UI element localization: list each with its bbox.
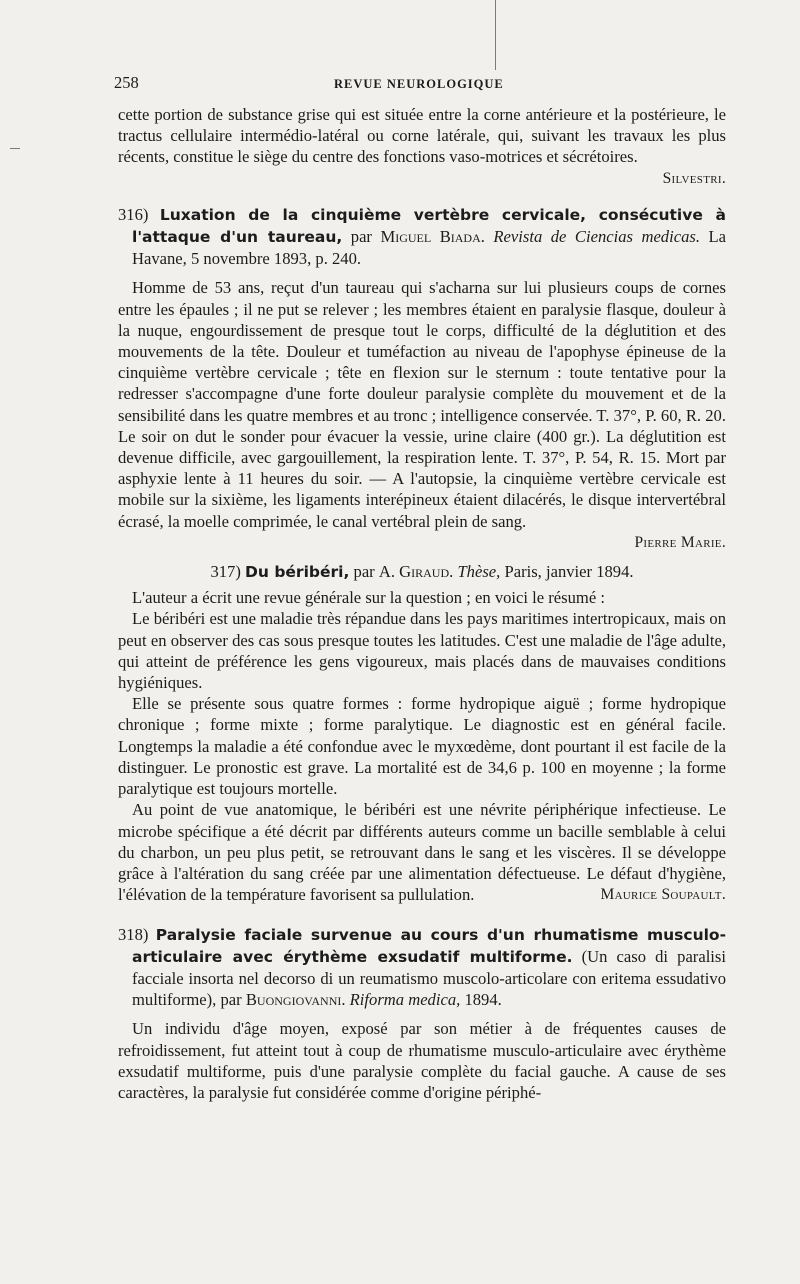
abstract-paragraph: Le béribéri est une maladie très répandue dans les pays maritimes intertropicaux, mais on peut en observer des cas sous presque toutes les latitudes. C'est une maladie de l'âge adulte, qui atteint de préférence les gens vigoureux, mais placés dans de mauvaises conditions hygiéniques. [118, 609, 726, 693]
abstract-number: 317) [210, 562, 241, 582]
abstract-place: 1894. [464, 990, 502, 1010]
abstract-paragraph: Au point de vue anatomique, le béribéri est une névrite périphérique infectieuse. Le microbe spécifique a été décrit par différents auteurs comme un bacille semblable à celui du charbon, un peu plus petit, se retrouvant dans le sang et les viscères. Il se développe grâce à l'altération du sang créée par une alimentation défectueuse. Le défaut d'hygiène, l'élévation de la température favorisent sa pullulation. [118, 800, 726, 905]
abstract-place: Paris, janvier 1894. [504, 562, 634, 582]
abstract-number: 316) [118, 204, 149, 224]
abstract-paragraph: L'auteur a écrit une revue générale sur la question ; en voici le résumé : [132, 588, 605, 608]
page-header [114, 72, 726, 98]
abstract-316-heading [118, 204, 726, 270]
abstract-by: par [350, 227, 372, 247]
continuation-signature: Silvestri. [662, 169, 726, 187]
journal-page [114, 72, 727, 1103]
abstract-author: Buongiovanni. [245, 990, 346, 1010]
abstract-author: Miguel Biada. [380, 227, 485, 247]
abstract-318-heading [118, 924, 726, 1011]
abstract-author: A. Giraud. [378, 562, 454, 582]
abstract-signature: Maurice Soupault. [600, 886, 726, 904]
abstract-title: Paralysie faciale survenue au cours d'un rhumatisme musculo-articulaire avec érythème exsudatif multiforme. [132, 925, 726, 966]
continuation-text: cette portion de substance grise qui est située entre la corne antérieure et la postérieure, le tractus cellulaire intermédio-latéral ou corne latérale, qui, suivant les travaux les plus récents, constitue le siège du centre des fonctions vaso-motrices et sécrétoires. [118, 105, 726, 167]
abstract-paragraph: Homme de 53 ans, reçut d'un taureau qui s'acharna sur lui plusieurs coups de cornes entre les épaules ; il ne put se relever ; les membres étaient en paralysie flasque, douleur à la nuque, engourdissement de presque tout le corps, difficulté de la déglutition et des mouvements de la tête. Douleur et tuméfaction au niveau de l'apophyse épineuse de la cinquième vertèbre cervicale ; tête en flexion sur le sternum : toute tentative pour la redresser s'accompagne d'une forte douleur paralysie complète du mouvement et de la sensibilité dans les quatre membres et au tronc ; intelligence conservée. T. 37°, P. 60, R. 20. Le soir on dut le sonder pour évacuer la vessie, urine claire (400 gr.). La déglutition est devenue difficile, avec gargouillement, la respiration lente. T. 37°, P. 54, R. 15. Mort par asphyxie lente à 11 heures du soir. — A l'autopsie, la cinquième vertèbre cervicale est mobile sur la sixième, les ligaments interépineux étaient dilacérés, le disque intervertébral écrasé, la moelle comprimée, le canal vertébral plein de sang. [118, 278, 726, 531]
abstract-by: par [353, 562, 375, 582]
abstract-signature: Pierre Marie. [634, 533, 726, 551]
abstract-title: Du béribéri, [245, 563, 350, 582]
abstract-316 [118, 204, 726, 553]
abstract-paragraph: Elle se présente sous quatre formes : forme hydropique aiguë ; forme hydropique chronique ; forme mixte ; forme paralytique. Le diagnostic est en général facile. Longtemps la maladie a été confondue avec le myxœdème, dont pourtant il est facile de la distinguer. Le pronostic est grave. La mortalité est de 34,6 p. 100 en moyenne ; la forme paralytique est toujours mortelle. [118, 694, 726, 799]
abstract-317 [118, 561, 726, 905]
abstract-journal: Riforma medica, [349, 990, 461, 1010]
abstract-number: 318) [118, 924, 149, 944]
abstract-title: Luxation de la cinquième vertèbre cervicale, consécutive à l'attaque d'un taureau, [132, 205, 726, 247]
abstract-by: par [220, 990, 242, 1010]
abstract-original-title: (Un caso di paralisi facciale insorta nel decorso di un reumatismo muscolo-articolare con eritema essudativo multiforme), [132, 946, 726, 1010]
abstract-journal: Revista de Ciencias medicas. [493, 227, 700, 247]
abstract-place: La Havane, 5 novembre 1893, p. 240. [132, 227, 727, 269]
abstract-317-heading [118, 561, 726, 583]
page-number: 258 [114, 73, 139, 92]
running-title: REVUE NEUROLOGIQUE [334, 77, 504, 91]
abstract-paragraph: Un individu d'âge moyen, exposé par son métier à de fréquentes causes de refroidissement, fut atteint tout à coup de rhumatisme musculo-articulaire avec érythème exsudatif multiforme, puis d'une paralysie complète du facial gauche. A cause de ses caractères, la paralysie fut considérée comme d'origine périphé- [118, 1019, 726, 1102]
margin-tick [10, 148, 20, 149]
abstract-318 [118, 924, 726, 1104]
margin-rule [495, 0, 496, 70]
abstract-journal: Thèse, [457, 562, 501, 582]
